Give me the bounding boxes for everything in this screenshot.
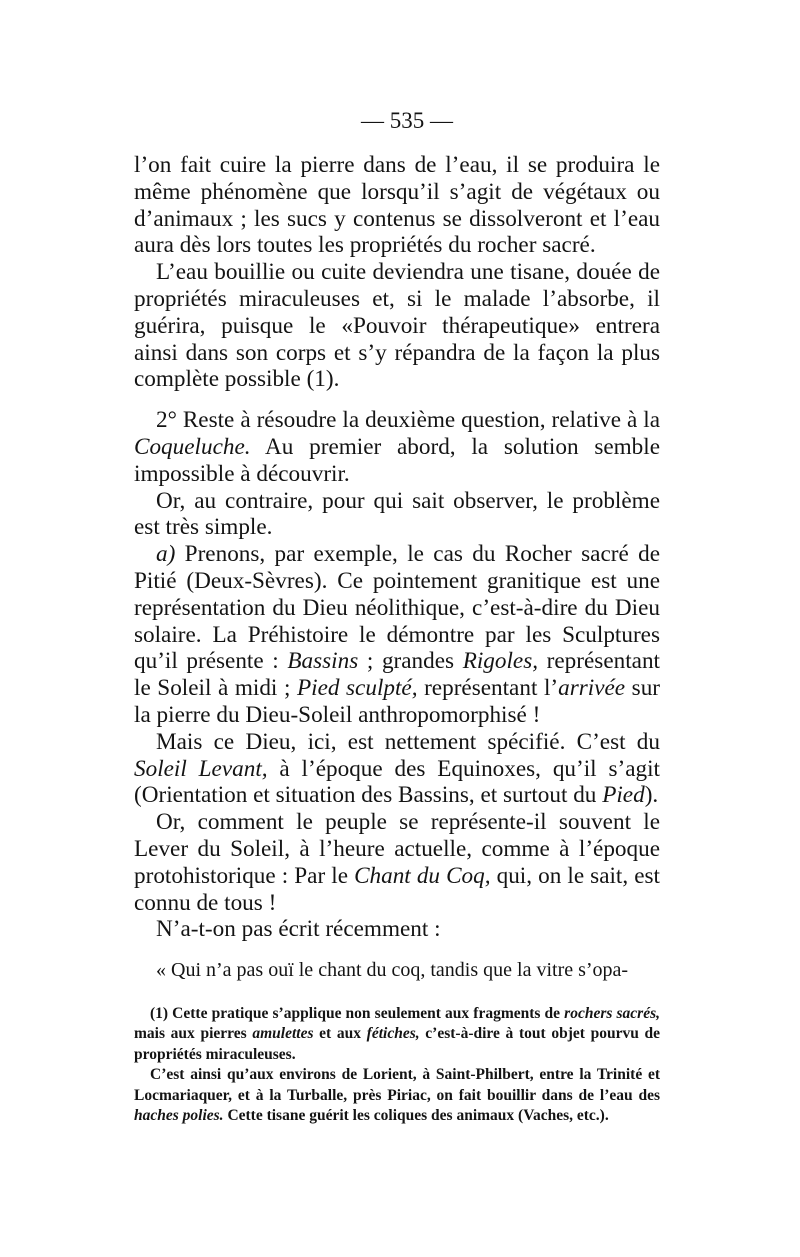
footnote-1-text-4: c’est-à-dire à tout objet pourvu de propriétés miraculeuses. — [134, 1025, 660, 1063]
term-pied-sculpte: Pied sculpté, — [296, 675, 418, 702]
term-pied: Pied — [602, 782, 645, 809]
page-number: — 535 — — [361, 108, 453, 133]
paragraph-5 — [134, 541, 660, 729]
paragraph-7-text: Or, comment le peuple se représente-il souvent le Lever du Soleil, à l’heure actuelle, comme à l’époque protohistorique : Par le — [134, 809, 660, 889]
paragraph-4: Or, au contraire, pour qui sait observer, le problème est très simple. — [134, 487, 660, 541]
paragraph-7-text-2: qui, on le sait, est connu de tous ! — [134, 862, 661, 916]
term-rochers-sacres: rochers sacrés, — [564, 1004, 660, 1022]
footnotes — [134, 1004, 660, 1127]
paragraph-8: N’a-t-on pas écrit récemment : — [156, 916, 441, 943]
term-fetiches: fétiches, — [366, 1025, 420, 1043]
footnote-1 — [134, 1004, 660, 1066]
paragraph-5-text-4: représentant l’ — [417, 675, 559, 702]
paragraph-3 — [134, 407, 660, 487]
paragraph-5-text-5: sur la pierre du Dieu-Soleil anthropomorphisé ! — [134, 675, 661, 728]
footnote-2-text: C’est ainsi qu’aux environs de Lorient, à Saint-Philbert, entre la Trinité et Locmariaquer, et à la Turballe, près Piriac, on fait bouillir dans de l’eau des — [134, 1066, 660, 1104]
paragraph-3-text: 2° Reste à résoudre la deuxième question, relative à la — [156, 407, 660, 434]
paragraph-2: L’eau bouillie ou cuite deviendra une tisane, douée de propriétés miraculeuses et, si le malade l’absorbe, il guérira, puisque le «Pouvoir thérapeutique» entrera ainsi dans son corps et s’y répandra de la façon la plus complète possible (1). — [134, 259, 660, 393]
item-marker: a) — [156, 541, 176, 568]
footnote-1-text-3: et aux — [313, 1025, 367, 1043]
footnote-1-text: (1) Cette pratique s’applique non seulement aux fragments de — [150, 1004, 565, 1022]
term-arrivee: arrivée — [558, 675, 626, 702]
term-amulettes: amulettes — [252, 1025, 314, 1043]
paragraph-5-text-2: ; grandes — [358, 648, 463, 675]
paragraph-3-text-end: Au premier abord, la solution semble impossible à découvrir. — [134, 433, 660, 487]
footnote-2-text-2: Cette tisane guérit les coliques des animaux (Vaches, etc.). — [223, 1107, 609, 1125]
paragraph-1: l’on fait cuire la pierre dans de l’eau, il se produira le même phénomène que lorsqu’il s’agit de végétaux ou d’animaux ; les sucs y contenus se dissolveront et l’eau aura dès lors toutes les propriétés du rocher sacré. — [134, 152, 660, 259]
paragraph-6-text: Mais ce Dieu, ici, est nettement spécifié. C’est du — [156, 728, 660, 755]
paragraph-6-text-3: ). — [644, 782, 659, 809]
term-bassins: Bassins — [287, 648, 359, 675]
paragraph-5-text-3: représentant le Soleil à midi ; — [134, 648, 660, 702]
term-soleil-levant: Soleil Levant, — [134, 755, 268, 782]
paragraph-5-text: Prenons, par exemple, le cas du Rocher sacré de Pitié (Deux-Sèvres). Ce pointement granitique est une représentation du Dieu néolithique, c’est-à-dire du Dieu solaire. La Préhistoire le démontre par les Sculptures qu’il présente : — [134, 541, 660, 675]
paragraph-6 — [134, 729, 660, 809]
paragraph-6-text-2: à l’époque des Equinoxes, qu’il s’agit (Orientation et situation des Bassins, et surtout du — [134, 755, 660, 809]
term-rigoles: Rigoles, — [462, 648, 539, 675]
paragraph-7 — [134, 809, 660, 916]
footnote-2 — [134, 1065, 660, 1127]
quotation: « Qui n’a pas ouï le chant du coq, tandis que la vitre s’opa- — [156, 959, 629, 982]
coqueluche-term: Coqueluche. — [134, 433, 251, 460]
footnote-1-text-2: mais aux pierres — [134, 1025, 253, 1043]
body-text — [134, 152, 660, 984]
term-chant-du-coq: Chant du Coq, — [354, 862, 491, 889]
term-haches-polies: haches polies. — [134, 1107, 224, 1125]
